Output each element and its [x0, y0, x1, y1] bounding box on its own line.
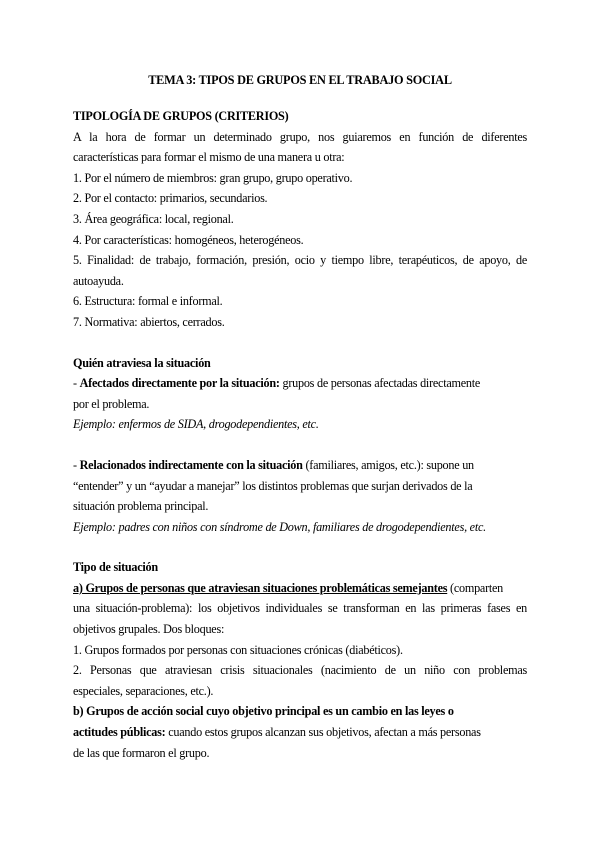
afectados-example-text: Ejemplo: enfermos de SIDA, drogodependientes, etc.	[73, 417, 319, 432]
tipologia-intro-line-1: A la hora de formar un determinado grupo, nos guiaremos en función de diferentes	[73, 129, 527, 144]
tipo-b-bold-label: actitudes públicas:	[73, 725, 166, 740]
tipo-a-item-1: 1. Grupos formados por personas con situaciones crónicas (diabéticos).	[73, 642, 403, 657]
relacionados-line-3: situación problema principal.	[73, 499, 209, 514]
tipo-b-line-1: b) Grupos de acción social cuyo objetivo principal es un cambio en las leyes o	[73, 704, 454, 719]
relacionados-text: (familiares, amigos, etc.): supone un	[302, 457, 474, 472]
criteria-item-6: 6. Estructura: formal e informal.	[73, 294, 223, 309]
tipo-a-heading: a) Grupos de personas que atraviesan situaciones problemáticas semejantes	[73, 580, 448, 595]
afectados-prefix: -	[73, 376, 80, 391]
criteria-item-2: 2. Por el contacto: primarios, secundarios.	[73, 191, 268, 206]
tipo-b-line-3: de las que formaron el grupo.	[73, 745, 210, 760]
tipo-a-text: (comparten	[447, 580, 504, 595]
section-heading-tipo: Tipo de situación	[73, 560, 158, 575]
relacionados-example	[73, 517, 527, 538]
page-title: TEMA 3: TIPOS DE GRUPOS EN EL TRABAJO SOCIAL	[148, 73, 452, 87]
criteria-item-1: 1. Por el número de miembros: gran grupo, grupo operativo.	[73, 170, 353, 185]
criteria-item-4: 4. Por características: homogéneos, heterogéneos.	[73, 232, 304, 247]
tipo-b-text: cuando estos grupos alcanzan sus objetivos, afectan a más personas	[165, 725, 481, 740]
tipo-a-item-2-line-2: especiales, separaciones, etc.).	[73, 683, 214, 698]
afectados-line-1	[73, 373, 527, 394]
tipo-a-line-2: una situación-problema): los objetivos individuales se transforman en las primeras fases en	[73, 601, 527, 616]
section-heading-quien: Quién atraviesa la situación	[73, 355, 211, 370]
afectados-example	[73, 414, 527, 435]
afectados-line-2: por el problema.	[73, 396, 150, 411]
relacionados-example-text: Ejemplo: padres con niños con síndrome de Down, familiares de drogodependientes, etc.	[73, 519, 486, 534]
criteria-item-5-continuation: autoayuda.	[73, 273, 124, 288]
afectados-text: grupos de personas afectadas directamente	[279, 376, 481, 391]
afectados-bold-label: Afectados directamente por la situación:	[79, 376, 280, 391]
document-body	[73, 106, 527, 763]
tipo-b-line-2	[73, 722, 527, 743]
relacionados-bold-label: Relacionados indirectamente con la situación	[79, 457, 303, 472]
tipo-a-item-2-line-1: 2. Personas que atraviesan crisis situacionales (nacimiento de un niño con problemas	[73, 663, 527, 678]
tipo-a-line-3: objetivos grupales. Dos bloques:	[73, 622, 225, 637]
tipologia-intro-line-2: características para formar el mismo de una manera u otra:	[73, 150, 345, 165]
relacionados-line-2: “entender” y un “ayudar a manejar” los distintos problemas que surjan derivados de la	[73, 478, 473, 493]
section-heading-tipologia: TIPOLOGÍA DE GRUPOS (CRITERIOS)	[73, 109, 289, 123]
relacionados-prefix: -	[73, 457, 80, 472]
criteria-item-7: 7. Normativa: abiertos, cerrados.	[73, 314, 225, 329]
criteria-item-3: 3. Área geográfica: local, regional.	[73, 211, 234, 226]
relacionados-line-1	[73, 455, 527, 476]
tipo-a-line-1	[73, 578, 527, 599]
criteria-item-5: 5. Finalidad: de trabajo, formación, presión, ocio y tiempo libre, terapéuticos, de apoyo, de	[73, 253, 527, 268]
